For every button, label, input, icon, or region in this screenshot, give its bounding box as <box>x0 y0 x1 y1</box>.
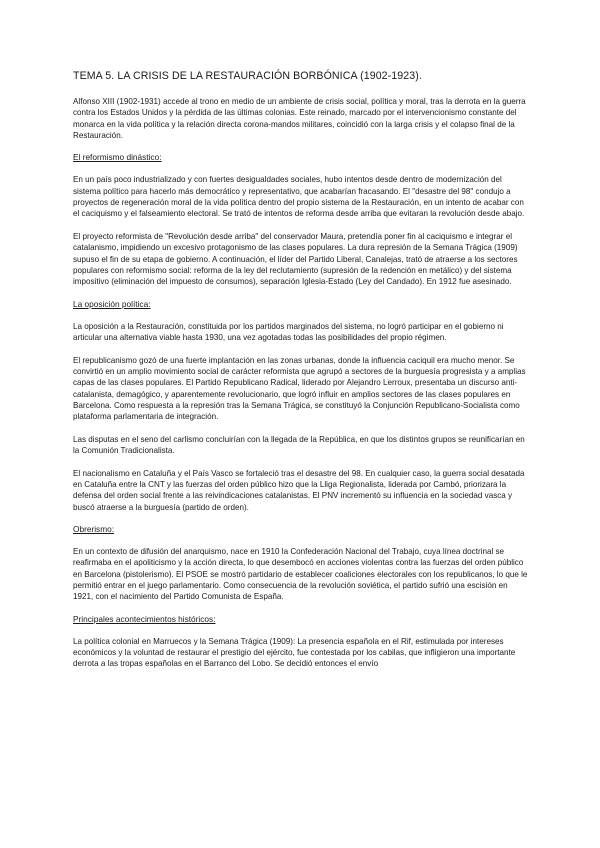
section-heading: La oposición política: <box>73 298 151 309</box>
paragraph: El nacionalismo en Cataluña y el País Vasco se fortaleció tras el desastre del 98. En cualquier caso, la guerra social desatada en Cataluña entre la CNT y las fuerzas del orden público hizo que la Lliga Regionalista, liderada por Cambó, priorizara la defensa del orden social frente a las reivindicaciones catalanistas. El PNV incrementó su influencia en la sociedad vasca y buscó atraerse a la burguesía (partido de orden). <box>73 468 525 512</box>
section-reformismo <box>73 152 529 287</box>
paragraph: La oposición a la Restauración, constituida por los partidos marginados del sistema, no logró participar en el gobierno ni articular una alternativa viable hasta 1930, una vez agotadas todas las posibilidades del propio régimen. <box>73 321 504 343</box>
paragraph: En un país poco industrializado y con fuertes desigualdades sociales, hubo intentos desde dentro de modernización del sistema político para hacerlo más democrático y representativo, que acabarían fracasando. El "desastre del 98" condujo a proyectos de regeneración moral de la vida política dentro del propio sistema de la Restauración, en un intento de acabar con el caciquismo y el falseamiento electoral. Se trató de intentos de reforma desde arriba que evitaran la revolución desde abajo. <box>73 175 525 219</box>
section-acontecimientos <box>73 614 529 670</box>
paragraph: La política colonial en Marruecos y la Semana Trágica (1909): La presencia española en el Rif, estimulada por intereses económicos y la voluntad de restaurar el prestigio del ejército, fue contestada por los cabilas, que infligieron una importante derrota a las tropas españolas en el Barranco del Lobo. Se decidió entonces el envío <box>73 636 516 669</box>
paragraph: En un contexto de difusión del anarquismo, nace en 1910 la Confederación Nacional del Trabajo, cuya línea doctrinal se reafirmaba en el apoliticismo y la acción directa, lo que desembocó en acciones violentas contra las fuerzas del orden público en Barcelona (pistolerismo). El PSOE se mostró partidario de establecer coaliciones electorales con los republicanos, lo que le permitió entrar en el juego parlamentario. Como consecuencia de la revolución soviética, el partido sufrió una escisión en 1921, con el nacimiento del Partido Comunista de España. <box>73 547 528 602</box>
document-page <box>73 70 529 681</box>
section-oposicion <box>73 299 529 513</box>
section-heading: Principales acontecimientos históricos: <box>73 613 216 624</box>
paragraph: El proyecto reformista de "Revolución desde arriba" del conservador Maura, pretendía poner fin al caciquismo e integrar el catalanismo, impidiendo un excesivo protagonismo de las clases populares. La dura represión de la Semana Trágica (1909) supuso el fin de su etapa de gobierno. A continuación, el líder del Partido Liberal, Canalejas, trató de atraerse a los sectores populares con reformismo social: reforma de la ley del reclutamiento (supresión de la redención en metálico) y del sistema impositivo (eliminación del impuesto de consumos), separación Iglesia-Estado (Ley del Candado). En 1912 fue asesinado. <box>73 231 518 287</box>
paragraph: Las disputas en el seno del carlismo concluirían con la llegada de la República, en que los distintos grupos se reunificarían en la Comunión Tradicionalista. <box>73 434 525 456</box>
section-obrerismo <box>73 524 529 602</box>
document-title: TEMA 5. LA CRISIS DE LA RESTAURACIÓN BORBÓNICA (1902-1923). <box>73 70 422 82</box>
section-heading: Obrerismo: <box>73 524 115 535</box>
paragraph: El republicanismo gozó de una fuerte implantación en las zonas urbanas, donde la influencia caciquil era mucho menor. Se convirtió en un amplio movimiento social de carácter reformista que agrupó a sectores de la burguesía progresista y a amplias capas de las clases populares. El Partido Republicano Radical, liderado por Alejandro Lerroux, presentaba un discurso anti-catalanista, demagógico, y aparentemente revolucionario, que logró influir en amplios sectores de las clases populares en Barcelona. Como respuesta a la represión tras la Semana Trágica, se constituyó la Conjunción Republicano-Socialista como plataforma parlamentaria de integración. <box>73 355 526 422</box>
section-heading: El reformismo dinástico: <box>73 152 162 163</box>
intro-paragraph: Alfonso XIII (1902-1931) accede al trono en medio de un ambiente de crisis social, política y moral, tras la derrota en la guerra contra los Estados Unidos y la pérdida de las últimas colonias. Este reinado, marcado por el intervencionismo constante del monarca en la vida política y la relación directa corona-mandos militares, coincidió con la larga crisis y el colapso final de la Restauración. <box>73 97 526 140</box>
